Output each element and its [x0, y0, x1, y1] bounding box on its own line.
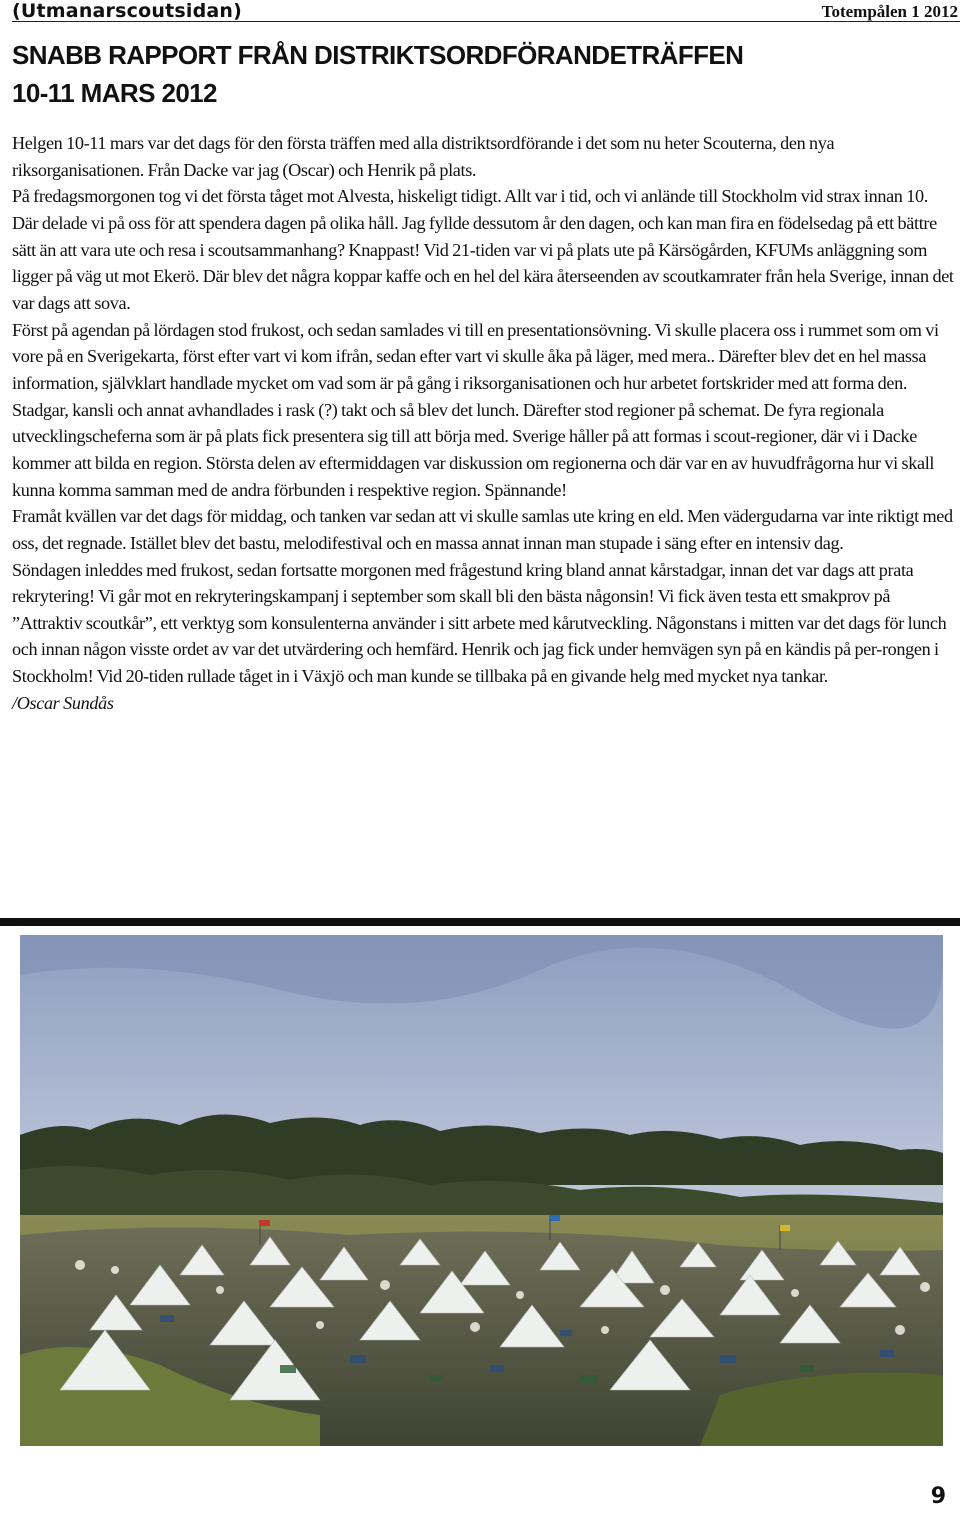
issue-label: Totempålen 1 2012 — [821, 2, 958, 21]
headline-line-1: SNABB RAPPORT FRÅN DISTRIKTSORDFÖRANDETRÄFFEN — [12, 40, 744, 70]
article-paragraph: På fredagsmorgonen tog vi det första tåget mot Alvesta, hiskeligt tidigt. Allt var i tid, och vi anlände till Stockholm vid strax innan 10. Där delade vi på oss för att spendera dagen på olika håll. Jag fyllde dessutom år den dagen, och kan man fira en födelsedag på ett bättre sätt än att vara ute och resa i scoutsammanhang? Knappast! Vid 21-tiden var vi på plats ute på Kärsögården, KFUMs anläggning som ligger på väg ut mot Ekerö. Där blev det några koppar kaffe och en hel del kära återseenden av scoutkamrater från hela Sverige, innan det var dags att sova. — [12, 186, 954, 313]
article-headline — [12, 36, 952, 112]
article-paragraph: Framåt kvällen var det dags för middag, och tanken var sedan att vi skulle samlas ute kring en eld. Men vädergudarna var inte riktigt med oss, det regnade. Istället blev det bastu, melodifestival och en massa annat innan man stupade i säng efter en intensiv dag. — [12, 506, 953, 553]
section-tag: (Utmanarscoutsidan) — [12, 0, 243, 22]
campsite-photo — [20, 935, 943, 1446]
campsite-photo-illustration — [20, 935, 943, 1446]
page-header — [12, 0, 960, 22]
article-paragraph: Söndagen inleddes med frukost, sedan fortsatte morgonen med frågestund kring bland annat kårstadgar, innan det var dags att prata rekrytering! Vi går mot en rekryteringskampanj i september som skall bli den bästa någonsin! Vi fick även testa ett smakprov på ”Attraktiv scoutkår”, ett verktyg som konsulenterna använder i sitt arbete med kårutveckling. Någonstans i mitten var det dags för lunch och innan någon visste ordet av var det utvärdering och hemfärd. Henrik och jag fick under hemvägen syn på en kändis på per-rongen i Stockholm! Vid 20-tiden rullade tåget in i Växjö och man kunde se tillbaka på en givande helg med mycket nya tankar. — [12, 559, 947, 687]
article-body — [12, 130, 956, 716]
page-number: 9 — [930, 1484, 946, 1509]
headline-line-2: 10-11 MARS 2012 — [12, 78, 217, 108]
article-paragraph: Helgen 10-11 mars var det dags för den första träffen med alla distriktsordförande i det som nu heter Scouterna, den nya riksorganisationen. Från Dacke var jag (Oscar) och Henrik på plats. — [12, 133, 835, 180]
section-divider — [0, 918, 960, 926]
author-signature: /Oscar Sundås — [12, 692, 114, 713]
article-paragraph: Först på agendan på lördagen stod frukost, och sedan samlades vi till en presentationsövning. Vi skulle placera oss i rummet som om vi vore på en Sverigekarta, först efter vart vi kom ifrån, sedan efter vart vi skulle åka på läger, med mera.. Därefter blev det en hel massa information, självklart handlade mycket om vad som är på gång i riksorganisationen och hur arbetet fortskrider med att forma den. Stadgar, kansli och annat avhandlades i rask (?) takt och så blev det lunch. Därefter stod regioner på schemat. De fyra regionala utvecklingscheferna som är på plats fick presentera sig till att börja med. Sverige håller på att formas i scout-regioner, där vi i Dacke kommer att bilda en region. Största delen av eftermiddagen var diskussion om regionerna och där var en av huvudfrågorna hur vi skall kunna komma samman med de andra förbunden i respektive region. Spännande! — [12, 319, 939, 500]
